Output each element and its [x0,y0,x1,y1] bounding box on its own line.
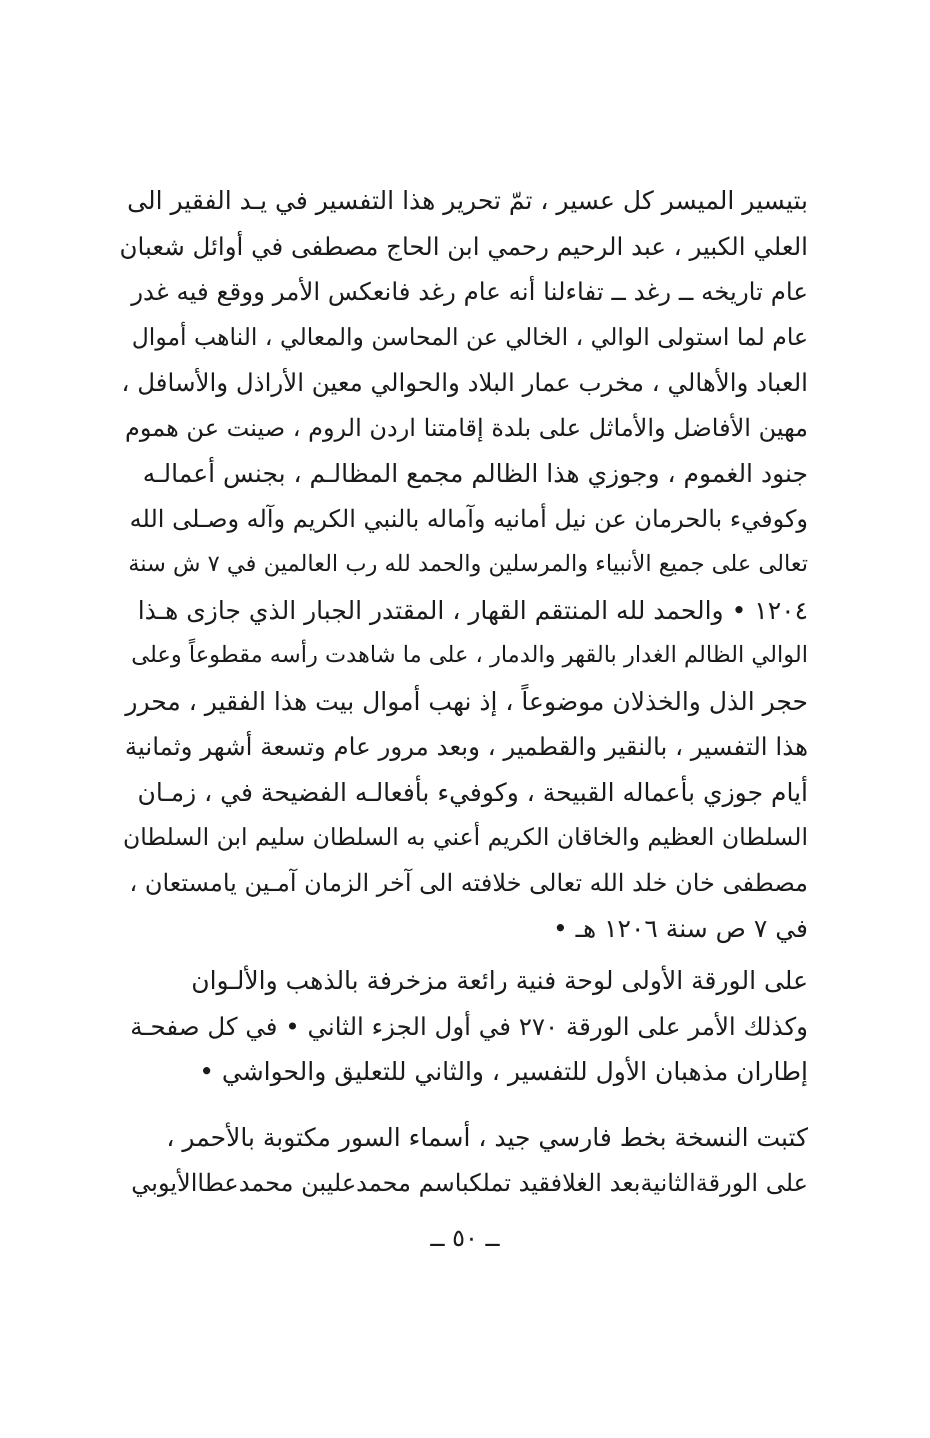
colophon-paragraph [118,178,808,952]
text-line: الوالي الظالم الغدار بالقهر والدمار ، على ما شاهدت رأسه مقطوعاً وعلى [131,642,808,668]
text-line: وكوفيء بالحرمان عن نيل أمانيه وآماله بالنبي الكريم وآله وصـلى الله [129,504,808,533]
text-line: كتبت النسخة بخط فارسي جيد ، أسماء السور مكتوبة بالأحمر ، [166,1123,808,1152]
text-line: حجر الذل والخذلان موضوعاً ، إذ نهب أموال بيت هذا الفقير ، محرر [125,686,808,716]
text-line: عام تاريخه ــ رغد ــ تفاءلنا أنه عام رغد فانعكس الأمر ووقع فيه غدر [131,277,808,306]
page-number: ــ ٥٠ ــ [430,1224,500,1252]
text-line: على الورقةالثانيةبعد الغلافقيد تملكباسم محمدعليبن محمدعطاالأيوبي [131,1168,808,1197]
script-paragraph [118,1115,808,1206]
text-line: بتيسير الميسر كل عسير ، تمّ تحرير هذا التفسير في يـد الفقير الى [127,186,808,215]
text-line: وكذلك الأمر على الورقة ٢٧٠ في أول الجزء الثاني • في كل صفحـة [130,1011,808,1041]
text-line: على الورقة الأولى لوحة فنية رائعة مزخرفة بالذهب والألـوان [191,966,808,995]
text-line: جنود الغموم ، وجوزي هذا الظالم مجمع المظالـم ، بجنس أعمالـه [142,459,808,488]
text-line: هذا التفسير ، بالنقير والقطمير ، وبعد مرور عام وتسعة أشهر وثمانية [124,732,808,761]
text-line: العلي الكبير ، عبد الرحيم رحمي ابن الحاج مصطفى في أوائل شعبان [119,231,808,261]
text-line: مهين الأفاضل والأماثل على بلدة إقامتنا اردن الروم ، صينت عن هموم [125,413,808,442]
text-line: إطاران مذهبان الأول للتفسير ، والثاني للتعليق والحواشي • [199,1057,808,1086]
text-line: ١٢٠٤ • والحمد لله المنتقم القهار ، المقتدر الجبار الذي جازى هـذا [137,595,808,625]
text-line: السلطان العظيم والخاقان الكريم أعني به السلطان سليم ابن السلطان [122,823,808,851]
text-line: عام لما استولى الوالي ، الخالي عن المحاسن والمعالي ، الناهب أموال [131,322,808,351]
text-line: أيام جوزي بأعماله القبيحة ، وكوفيء بأفعالـه الفضيحة في ، زمـان [137,777,808,807]
illumination-paragraph [118,958,808,1095]
text-line: مصطفى خان خلد الله تعالى خلافته الى آخر الزمان آمـين يامستعان ، [129,868,808,897]
text-line: في ٧ ص سنة ١٢٠٦ هـ • [552,914,808,943]
text-line: العباد والأهالي ، مخرب عمار البلاد والحوالي معين الأراذل والأسافل ، [121,368,808,397]
text-line: تعالى على جميع الأنبياء والمرسلين والحمد لله رب العالمين في ٧ ش سنة [128,551,808,577]
